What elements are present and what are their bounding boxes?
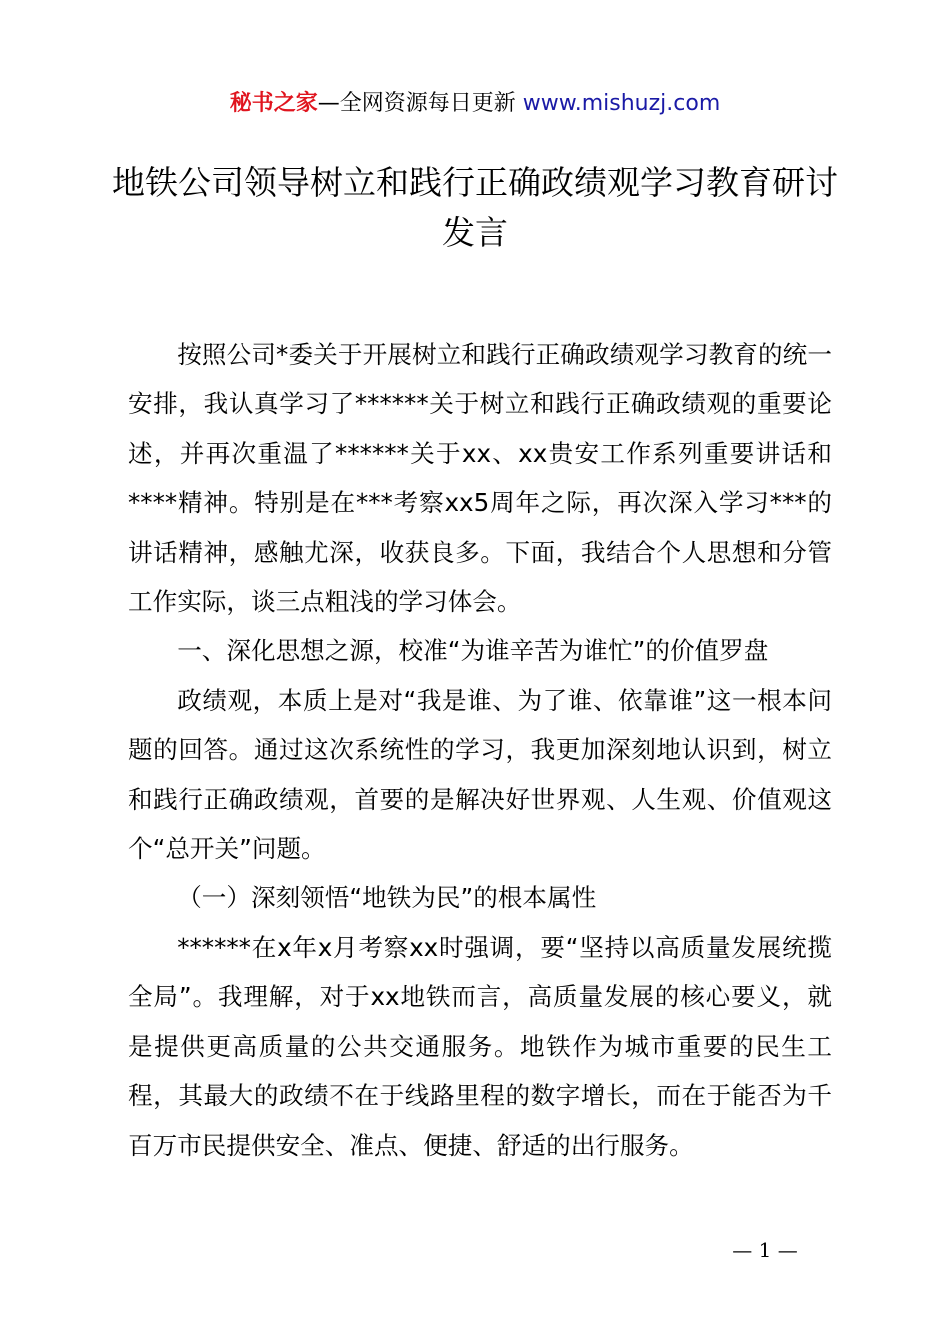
paragraph-section-1: 政绩观，本质上是对“我是谁、为了谁、依靠谁”这一根本问题的回答。通过这次系统性的学习，我更加深刻地认识到，树立和践行正确政绩观，首要的是解决好世界观、人生观、价值观这个“总开关”问题。 bbox=[128, 685, 832, 864]
section-heading-1: 一、深化思想之源，校准“为谁辛苦为谁忙”的价值罗盘 bbox=[177, 636, 769, 666]
document-body bbox=[128, 330, 832, 1170]
site-brand: 秘书之家 bbox=[229, 91, 318, 116]
paragraph-subsection-1: ******在x年x月考察xx时强调，要“坚持以高质量发展统揽全局”。我理解，对于xx地铁而言，高质量发展的核心要义，就是提供更高质量的公共交通服务。地铁作为城市重要的民生工程，其最大的政绩不在于线路里程的数字增长，而在于能否为千百万市民提供安全、准点、便捷、舒适的出行服务。 bbox=[128, 932, 832, 1160]
subsection-heading-1: （一）深刻领悟“地铁为民”的根本属性 bbox=[177, 883, 597, 913]
document-title: 地铁公司领导树立和践行正确政绩观学习教育研讨发言 bbox=[112, 163, 838, 252]
site-url-link[interactable]: www.mishuzj.com bbox=[522, 91, 721, 116]
site-header bbox=[0, 88, 950, 120]
site-slogan: —全网资源每日更新 bbox=[317, 91, 523, 116]
paragraph-intro: 按照公司*委关于开展树立和践行正确政绩观学习教育的统一安排，我认真学习了******关于树立和践行正确政绩观的重要论述，并再次重温了******关于xx、xx贵安工作系列重要讲话和****精神。特别是在***考察xx5周年之际，再次深入学习***的讲话精神，感触尤深，收获良多。下面，我结合个人思想和分管工作实际，谈三点粗浅的学习体会。 bbox=[128, 340, 832, 617]
page-number: — 1 — bbox=[732, 1238, 798, 1262]
